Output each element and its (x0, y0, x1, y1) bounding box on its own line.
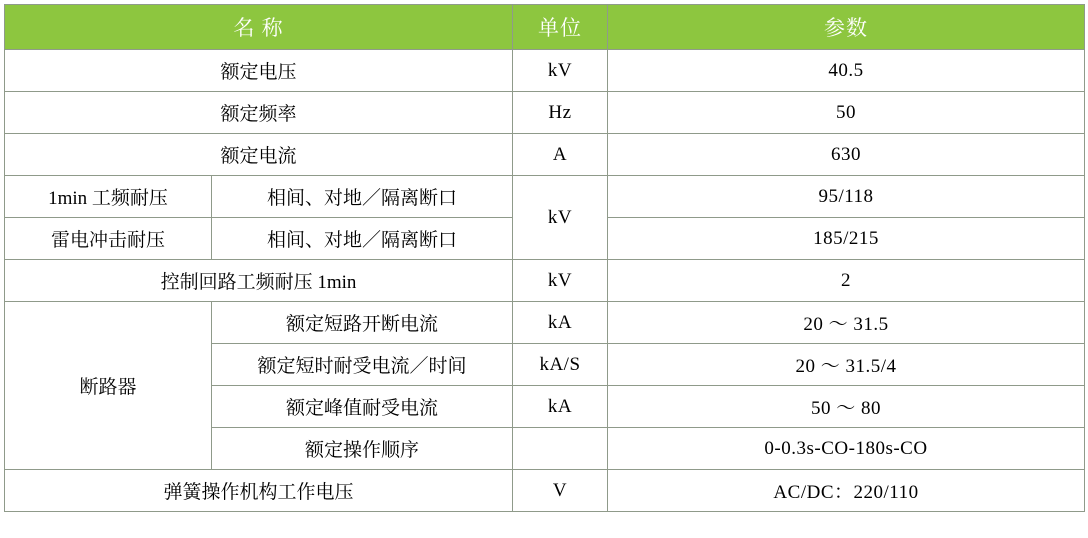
row-sublabel-rated-breaking-current: 额定短路开断电流 (212, 302, 513, 344)
row-unit-operating-sequence (513, 428, 608, 470)
table-row (5, 302, 1085, 344)
row-unit-rated-breaking-current: kA (513, 302, 608, 344)
row-value-lightning-impulse-withstand: 185/215 (608, 218, 1085, 260)
table-row (5, 260, 1085, 302)
row-sublabel-power-frequency-withstand: 相间、对地／隔离断口 (212, 176, 513, 218)
row-unit-rated-frequency: Hz (513, 92, 608, 134)
row-sublabel-operating-sequence: 额定操作顺序 (212, 428, 513, 470)
row-value-rated-frequency: 50 (608, 92, 1085, 134)
row-value-power-frequency-withstand: 95/118 (608, 176, 1085, 218)
row-label-lightning-impulse-withstand: 雷电冲击耐压 (5, 218, 212, 260)
row-label-rated-frequency: 额定频率 (5, 92, 513, 134)
row-value-peak-withstand-current: 50 ～ 80 (608, 386, 1085, 428)
row-label-power-frequency-withstand: 1min 工频耐压 (5, 176, 212, 218)
column-header-parameter: 参数 (608, 5, 1085, 50)
row-sublabel-peak-withstand-current: 额定峰值耐受电流 (212, 386, 513, 428)
table-header (5, 5, 1085, 50)
row-unit-rated-voltage: kV (513, 50, 608, 92)
row-unit-control-circuit-withstand: kV (513, 260, 608, 302)
row-unit-short-time-withstand-current: kA/S (513, 344, 608, 386)
table-row (5, 470, 1085, 512)
row-value-spring-mechanism-voltage: AC/DC：220/110 (608, 470, 1085, 512)
table-row (5, 50, 1085, 92)
row-value-control-circuit-withstand: 2 (608, 260, 1085, 302)
column-header-unit: 单位 (513, 5, 608, 50)
row-value-operating-sequence: 0-0.3s-CO-180s-CO (608, 428, 1085, 470)
row-sublabel-short-time-withstand-current: 额定短时耐受电流／时间 (212, 344, 513, 386)
specification-table (4, 4, 1085, 512)
row-label-control-circuit-withstand: 控制回路工频耐压 1min (5, 260, 513, 302)
row-unit-withstand-merged: kV (513, 176, 608, 260)
row-value-rated-current: 630 (608, 134, 1085, 176)
table-row (5, 92, 1085, 134)
row-label-rated-voltage: 额定电压 (5, 50, 513, 92)
table-body (5, 50, 1085, 512)
row-label-rated-current: 额定电流 (5, 134, 513, 176)
row-unit-peak-withstand-current: kA (513, 386, 608, 428)
table-row (5, 134, 1085, 176)
row-sublabel-lightning-impulse-withstand: 相间、对地／隔离断口 (212, 218, 513, 260)
row-value-rated-voltage: 40.5 (608, 50, 1085, 92)
row-label-spring-mechanism-voltage: 弹簧操作机构工作电压 (5, 470, 513, 512)
table-row (5, 176, 1085, 218)
column-header-name: 名 称 (5, 5, 513, 50)
table-header-row (5, 5, 1085, 50)
row-value-rated-breaking-current: 20 ～ 31.5 (608, 302, 1085, 344)
row-unit-spring-mechanism-voltage: V (513, 470, 608, 512)
row-label-circuit-breaker: 断路器 (5, 302, 212, 470)
row-value-short-time-withstand-current: 20 ～ 31.5/4 (608, 344, 1085, 386)
row-unit-rated-current: A (513, 134, 608, 176)
